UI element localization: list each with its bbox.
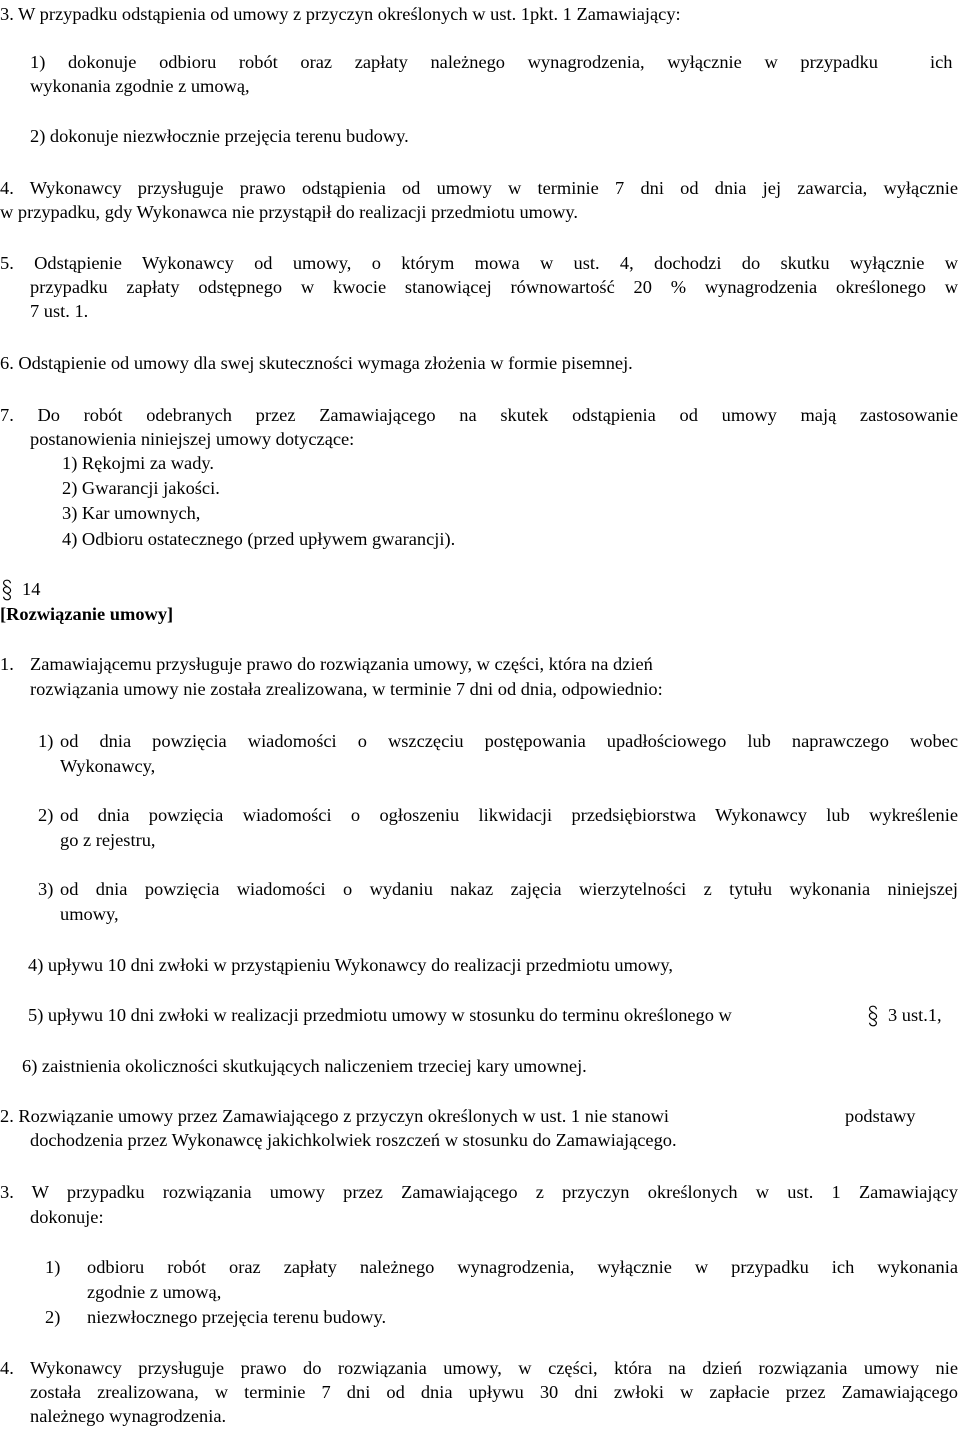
paragraph-3-item-2: 2) dokonuje niezwłocznie przejęcia terenu budowy. xyxy=(30,126,409,146)
section-sign-icon xyxy=(866,1003,880,1025)
s2-line-1-tail: podstawy xyxy=(845,1106,916,1126)
s1-item-1-line-1: od dnia powzięcia wiadomości o wszczęciu postępowania upadłościowego lub naprawczego wobec xyxy=(60,731,958,751)
paragraph-7-item-4: 4) Odbioru ostatecznego (przed upływem gwarancji). xyxy=(62,529,456,549)
s1-item-3-line-2: umowy, xyxy=(60,904,119,924)
s1-item-3-number: 3) xyxy=(38,879,54,899)
s1-item-2-line-1: od dnia powzięcia wiadomości o ogłoszeniu likwidacji przedsiębiorstwa Wykonawcy lub wykreślenie xyxy=(60,805,958,825)
paragraph-4-line-1: 4. Wykonawcy przysługuje prawo odstąpienia od umowy w terminie 7 dni od dnia jej zawarcia, wyłącznie xyxy=(0,178,958,198)
s4-line-1: 4. Wykonawcy przysługuje prawo do rozwiązania umowy, w części, która na dzień rozwiązania umowy nie xyxy=(0,1358,958,1378)
s1-line-1: Zamawiającemu przysługuje prawo do rozwiązania umowy, w części, która na dzień xyxy=(30,654,653,674)
paragraph-3-item-1-line-2: wykonania zgodnie z umową, xyxy=(30,76,250,96)
s4-line-2: została zrealizowana, w terminie 7 dni od dnia upływu 30 dni zwłoki w zapłacie przez Zamawiającego xyxy=(30,1382,958,1402)
paragraph-7-item-2: 2) Gwarancji jakości. xyxy=(62,478,220,498)
s1-item-3-line-1: od dnia powzięcia wiadomości o wydaniu nakaz zajęcia wierzytelności z tytułu wykonania niniejszej xyxy=(60,879,958,899)
s1-item-6: 6) zaistnienia okoliczności skutkujących naliczeniem trzeciej kary umownej. xyxy=(22,1056,587,1076)
s1-item-2-number: 2) xyxy=(38,805,54,825)
s1-number: 1. xyxy=(0,654,14,674)
s3-item-1-line-1: odbioru robót oraz zapłaty należnego wynagrodzenia, wyłącznie w przypadku ich wykonania xyxy=(87,1257,958,1277)
paragraph-5-line-3: 7 ust. 1. xyxy=(30,301,89,321)
s1-item-2-line-2: go z rejestru, xyxy=(60,830,156,850)
section-sign-icon xyxy=(0,577,14,599)
paragraph-3-item-1-line-1: 1) dokonuje odbioru robót oraz zapłaty należnego wynagrodzenia, wyłącznie w przypadku xyxy=(30,52,878,72)
paragraph-7-item-1: 1) Rękojmi za wady. xyxy=(62,453,215,473)
paragraph-6: 6. Odstąpienie od umowy dla swej skuteczności wymaga złożenia w formie pisemnej. xyxy=(0,353,633,373)
paragraph-3-item-1-trailing-word: ich xyxy=(930,52,953,72)
s2-line-2: dochodzenia przez Wykonawcę jakichkolwiek roszczeń w stosunku do Zamawiającego. xyxy=(30,1130,677,1150)
s3-item-1-number: 1) xyxy=(45,1257,61,1277)
paragraph-5-line-2: przypadku zapłaty odstępnego w kwocie stanowiącej równowartość 20 % wynagrodzenia określonego w xyxy=(30,277,958,297)
s1-item-1-number: 1) xyxy=(38,731,54,751)
paragraph-5-line-1: 5. Odstąpienie Wykonawcy od umowy, o którym mowa w ust. 4, dochodzi do skutku wyłącznie w xyxy=(0,253,958,273)
paragraph-4-line-2: w przypadku, gdy Wykonawca nie przystąpił do realizacji przedmiotu umowy. xyxy=(0,202,579,222)
paragraph-7-line-1: 7. Do robót odebranych przez Zamawiającego na skutek odstąpienia od umowy mają zastosowanie xyxy=(0,405,958,425)
paragraph-7-line-2: postanowienia niniejszej umowy dotyczące: xyxy=(30,429,355,449)
s3-item-1-line-2: zgodnie z umową, xyxy=(87,1282,222,1302)
s1-item-5: 5) upływu 10 dni zwłoki w realizacji przedmiotu umowy w stosunku do terminu określonego w xyxy=(28,1005,732,1025)
s1-item-4: 4) upływu 10 dni zwłoki w przystąpieniu Wykonawcy do realizacji przedmiotu umowy, xyxy=(28,955,673,975)
s1-item-1-line-2: Wykonawcy, xyxy=(60,756,156,776)
s3-item-2-number: 2) xyxy=(45,1307,61,1327)
s2-line-1: 2. Rozwiązanie umowy przez Zamawiającego z przyczyn określonych w ust. 1 nie stanowi xyxy=(0,1106,669,1126)
s1-item-5-tail: 3 ust.1, xyxy=(888,1005,942,1025)
s3-item-2-line-1: niezwłocznego przejęcia terenu budowy. xyxy=(87,1307,387,1327)
s1-line-2: rozwiązania umowy nie została zrealizowana, w terminie 7 dni od dnia, odpowiednio: xyxy=(30,679,663,699)
paragraph-7-item-3: 3) Kar umownych, xyxy=(62,503,201,523)
paragraph-3-line-1: 3. W przypadku odstąpienia od umowy z przyczyn określonych w ust. 1pkt. 1 Zamawiający: xyxy=(0,4,681,24)
s3-line-1: 3. W przypadku rozwiązania umowy przez Zamawiającego z przyczyn określonych w ust. 1 Zamawiający xyxy=(0,1182,958,1202)
section-number: 14 xyxy=(22,579,41,599)
s4-line-3: należnego wynagrodzenia. xyxy=(30,1406,227,1426)
s3-line-2: dokonuje: xyxy=(30,1207,104,1227)
section-title: [Rozwiązanie umowy] xyxy=(0,604,174,624)
